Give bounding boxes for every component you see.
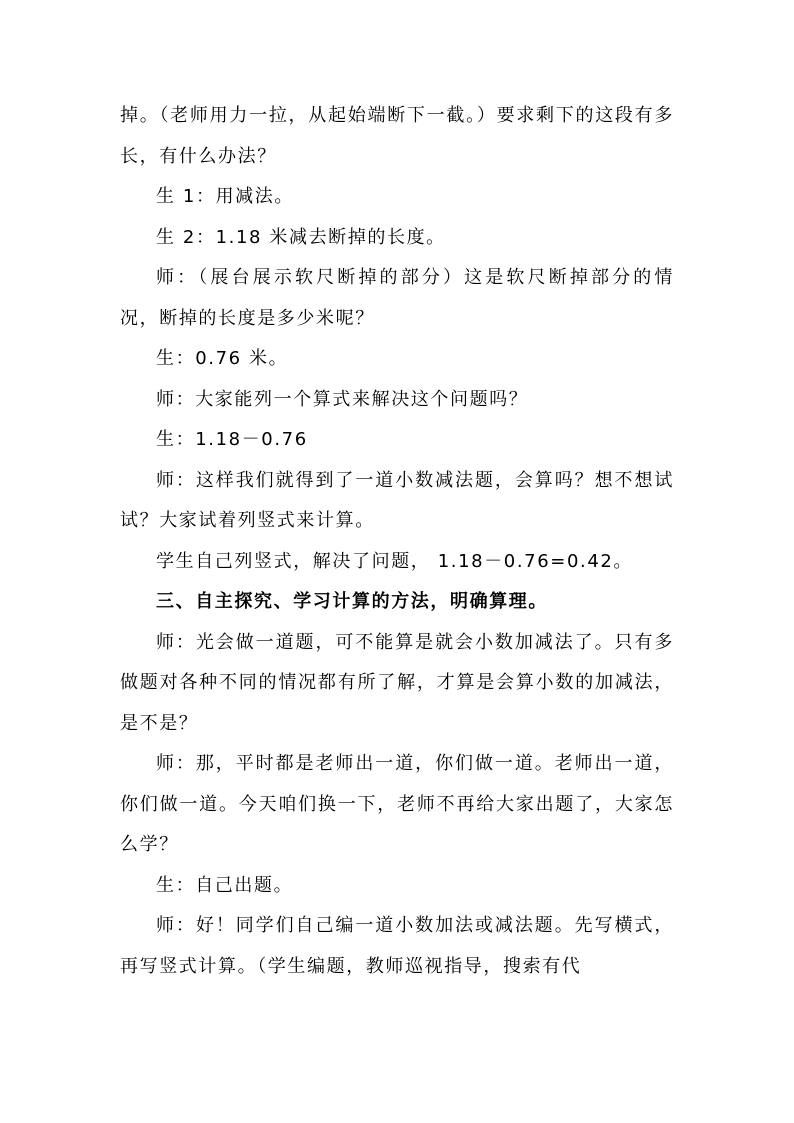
paragraph-teacher-compose: 师：好！同学们自己编一道小数加法或减法题。先写横式，再写竖式计算。（学生编题，教师巡视指导，搜索有代 bbox=[120, 915, 674, 977]
paragraph-student-formula: 生：1.18－0.76 bbox=[156, 429, 308, 450]
paragraph-teacher-switch: 师：那，平时都是老师出一道，你们做一道。老师出一道，你们做一道。今天咱们换一下，老师不再给大家出题了，大家怎么学？ bbox=[120, 753, 674, 855]
document-body bbox=[120, 96, 674, 987]
paragraph-continuation: 掉。（老师用力一拉，从起始端断下一截。）要求剩下的这段有多长，有什么办法？ bbox=[120, 105, 674, 167]
paragraph-student-1: 生 1：用减法。 bbox=[156, 186, 294, 207]
paragraph-teacher-question: 师：大家能列一个算式来解决这个问题吗？ bbox=[156, 388, 529, 410]
paragraph-teacher-practice: 师：光会做一道题，可不能算是就会小数加减法了。只有多做题对各种不同的情况都有所了解，才算是会算小数的加减法，是不是？ bbox=[120, 631, 674, 734]
paragraph-student-answer: 生：0.76 米。 bbox=[156, 348, 289, 369]
paragraph-teacher-try: 师：这样我们就得到了一道小数减法题，会算吗？想不想试试？大家试着列竖式来计算。 bbox=[120, 469, 674, 531]
paragraph-teacher-showcase: 师：（展台展示软尺断掉的部分）这是软尺断掉部分的情况，断掉的长度是多少米呢？ bbox=[120, 267, 674, 329]
paragraph-student-solve: 学生自己列竖式，解决了问题， 1.18－0.76=0.42。 bbox=[156, 550, 634, 572]
paragraph-student-2: 生 2：1.18 米减去断掉的长度。 bbox=[156, 226, 446, 248]
section-heading: 三、自主探究、学习计算的方法，明确算理。 bbox=[156, 591, 548, 612]
paragraph-student-own: 生：自己出题。 bbox=[156, 874, 294, 896]
